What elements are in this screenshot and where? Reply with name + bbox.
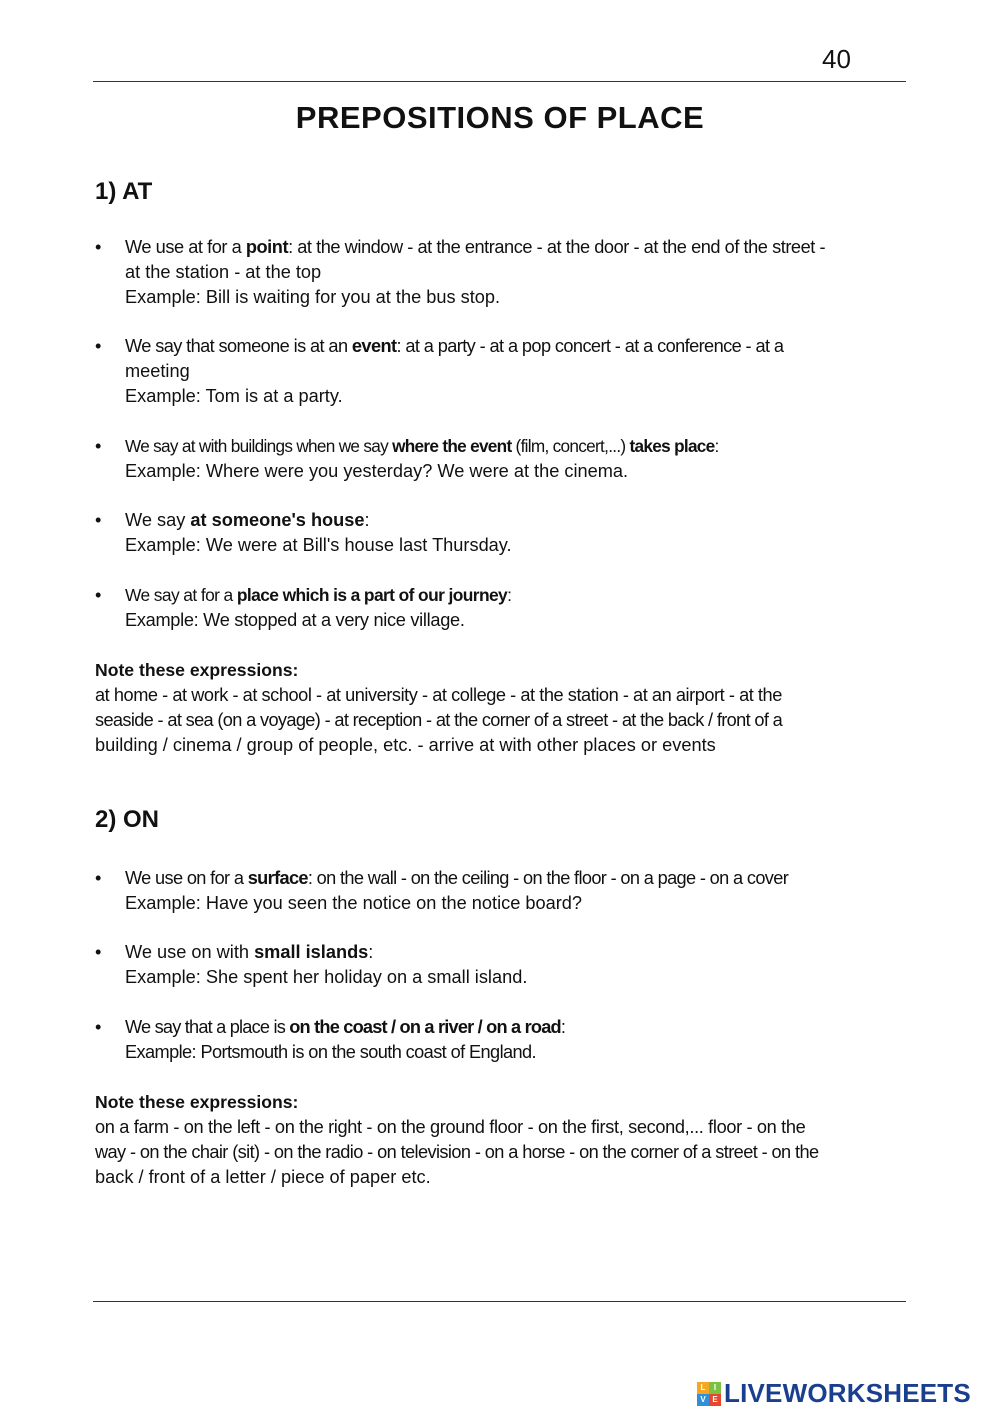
bullet-icon: • xyxy=(95,585,102,605)
list-item-at-event xyxy=(95,334,905,409)
list-item-on-islands xyxy=(95,940,905,990)
list-item-on-coast xyxy=(95,1015,905,1065)
example-text: Example: Tom is at a party. xyxy=(125,386,343,406)
logo-mark-cell: V xyxy=(697,1394,709,1406)
note-text: building / cinema / group of people, etc. - arrive at with other places or events xyxy=(95,735,716,755)
bullet-icon: • xyxy=(95,868,102,888)
rule-text: We say at someone's house: xyxy=(125,510,370,530)
bullet-icon: • xyxy=(95,436,102,456)
section-heading-on: 2) ON xyxy=(95,806,160,833)
logo-mark-cell: E xyxy=(709,1394,721,1406)
example-text: Example: Portsmouth is on the south coast of England. xyxy=(125,1042,537,1062)
section-heading-at: 1) AT xyxy=(95,178,153,205)
top-rule xyxy=(93,81,906,82)
note-text: on a farm - on the left - on the right - on the ground floor - on the first, second,... floor - on the xyxy=(95,1117,806,1137)
logo-mark-cell: L xyxy=(697,1382,709,1394)
rule-text: We use on with small islands: xyxy=(125,942,374,962)
note-heading: Note these expressions: xyxy=(95,660,299,680)
example-text: Example: Where were you yesterday? We were at the cinema. xyxy=(125,461,629,481)
note-text: way - on the chair (sit) - on the radio - on television - on a horse - on the corner of a street - on the xyxy=(95,1142,819,1162)
note-text: at home - at work - at school - at university - at college - at the station - at an airport - at the xyxy=(95,685,782,705)
example-text: Example: We were at Bill's house last Thursday. xyxy=(125,535,512,555)
rule-text: We say that someone is at an event: at a party - at a pop concert - at a conference - at a xyxy=(125,336,784,356)
example-text: Example: She spent her holiday on a small island. xyxy=(125,967,528,987)
list-item-at-house xyxy=(95,508,905,558)
note-at xyxy=(95,658,905,758)
bullet-icon: • xyxy=(95,510,102,530)
list-item-at-point xyxy=(95,235,905,310)
bottom-rule xyxy=(93,1301,906,1302)
rule-text: We say at with buildings when we say where the event (film, concert,...) takes place: xyxy=(125,436,719,456)
list-item-at-buildings xyxy=(95,434,905,484)
bullet-icon: • xyxy=(95,336,102,356)
example-text: Example: Bill is waiting for you at the bus stop. xyxy=(125,287,501,307)
rule-text: We say that a place is on the coast / on a river / on a road: xyxy=(125,1017,566,1037)
list-item-on-surface xyxy=(95,866,905,916)
note-heading: Note these expressions: xyxy=(95,1092,299,1112)
list-item-at-journey xyxy=(95,583,905,633)
example-text: Example: Have you seen the notice on the notice board? xyxy=(125,893,583,913)
logo-text: LIVEWORKSHEETS xyxy=(724,1378,971,1408)
bullet-icon: • xyxy=(95,942,102,962)
liveworksheets-logo[interactable] xyxy=(697,1378,971,1409)
page-title: PREPOSITIONS OF PLACE xyxy=(295,100,705,135)
page-number: 40 xyxy=(822,44,851,74)
rule-text: We say at for a place which is a part of our journey: xyxy=(125,585,512,605)
rule-text-cont: at the station - at the top xyxy=(125,262,322,282)
rule-text: We use at for a point: at the window - at the entrance - at the door - at the end of the street - xyxy=(125,237,826,257)
note-on xyxy=(95,1090,905,1190)
logo-mark-icon xyxy=(697,1382,721,1406)
rule-text: We use on for a surface: on the wall - on the ceiling - on the floor - on a page - on a cover xyxy=(125,868,789,888)
note-text: seaside - at sea (on a voyage) - at reception - at the corner of a street - at the back / front of a xyxy=(95,710,783,730)
example-text: Example: We stopped at a very nice village. xyxy=(125,610,465,630)
bullet-icon: • xyxy=(95,1017,102,1037)
rule-text-cont: meeting xyxy=(125,361,190,381)
note-text: back / front of a letter / piece of paper etc. xyxy=(95,1167,431,1187)
bullet-icon: • xyxy=(95,237,102,257)
logo-mark-cell: I xyxy=(709,1382,721,1394)
